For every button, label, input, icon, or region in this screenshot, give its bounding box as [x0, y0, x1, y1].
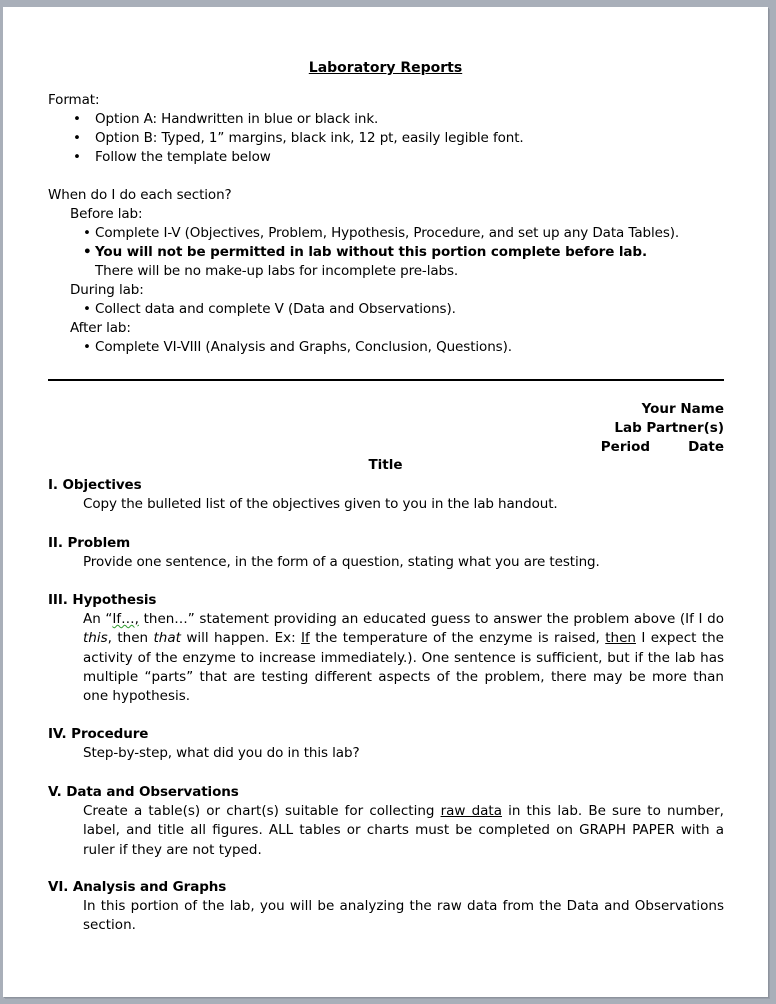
- section-text-hypothesis: An “If…, then…” statement providing an educated guess to answer the problem above (If I do this, then that will happen. Ex: If the temperature of the enzyme is raised, then I expect the activity of the enzyme to increase immediately.). One sentence is sufficient, but if the lab has multiple “parts” that are testing different aspects of the problem, there may be more than one hypothesis.: [83, 611, 724, 705]
- report-title-label: Title: [368, 457, 403, 473]
- format-item: • Follow the template below: [73, 149, 271, 165]
- lab-partners-label: Lab Partner(s): [614, 420, 724, 436]
- section-text-analysis: In this portion of the lab, you will be analyzing the raw data from the Data and Observations section.: [83, 898, 724, 934]
- document-title: Laboratory Reports: [308, 60, 463, 76]
- during-lab-label: During lab:: [70, 282, 144, 298]
- section-text-procedure: Step-by-step, what did you do in this lab?: [83, 745, 360, 761]
- format-item: • Option B: Typed, 1” margins, black ink, 12 pt, easily legible font.: [73, 130, 524, 146]
- bullet-icon: •: [83, 301, 91, 317]
- document-page: [3, 7, 768, 997]
- after-lab-item: • Complete VI-VIII (Analysis and Graphs, Conclusion, Questions).: [83, 339, 512, 355]
- during-lab-item: • Collect data and complete V (Data and Observations).: [83, 301, 456, 317]
- before-lab-note: There will be no make-up labs for incomplete pre-labs.: [95, 263, 459, 279]
- your-name-label: Your Name: [641, 401, 724, 417]
- horizontal-divider: [48, 379, 724, 381]
- section-heading-procedure: IV. Procedure: [48, 726, 149, 742]
- section-text-problem: Provide one sentence, in the form of a question, stating what you are testing.: [83, 554, 600, 570]
- section-text-objectives: Copy the bulleted list of the objectives given to you in the lab handout.: [83, 496, 558, 512]
- bullet-icon: •: [73, 130, 81, 146]
- when-heading: When do I do each section?: [48, 187, 232, 203]
- period-label: Period: [600, 439, 651, 455]
- format-item: • Option A: Handwritten in blue or black ink.: [73, 111, 379, 127]
- section-text-data: Create a table(s) or chart(s) suitable for collecting raw data in this lab. Be sure to number, label, and title all figures. ALL tables or charts must be completed on GRAPH PAPER with a ruler if they are not typed.: [83, 803, 724, 858]
- before-lab-warning: • You will not be permitted in lab without this portion complete before lab.: [83, 244, 647, 260]
- before-lab-item: • Complete I-V (Objectives, Problem, Hypothesis, Procedure, and set up any Data Tables).: [83, 225, 680, 241]
- spellcheck-flagged-word: If…,: [112, 611, 139, 627]
- bullet-icon: •: [83, 244, 92, 260]
- before-lab-label: Before lab:: [70, 206, 143, 222]
- bullet-icon: •: [73, 111, 81, 127]
- format-heading: Format:: [48, 92, 100, 108]
- bullet-icon: •: [83, 339, 91, 355]
- period-date-row: [601, 438, 724, 457]
- section-heading-analysis: VI. Analysis and Graphs: [48, 879, 227, 895]
- section-heading-data: V. Data and Observations: [48, 784, 239, 800]
- date-label: Date: [688, 439, 724, 455]
- bullet-icon: •: [83, 225, 91, 241]
- after-lab-label: After lab:: [70, 320, 131, 336]
- section-heading-problem: II. Problem: [48, 535, 131, 551]
- section-heading-objectives: I. Objectives: [48, 477, 142, 493]
- section-heading-hypothesis: III. Hypothesis: [48, 592, 157, 608]
- bullet-icon: •: [73, 149, 81, 165]
